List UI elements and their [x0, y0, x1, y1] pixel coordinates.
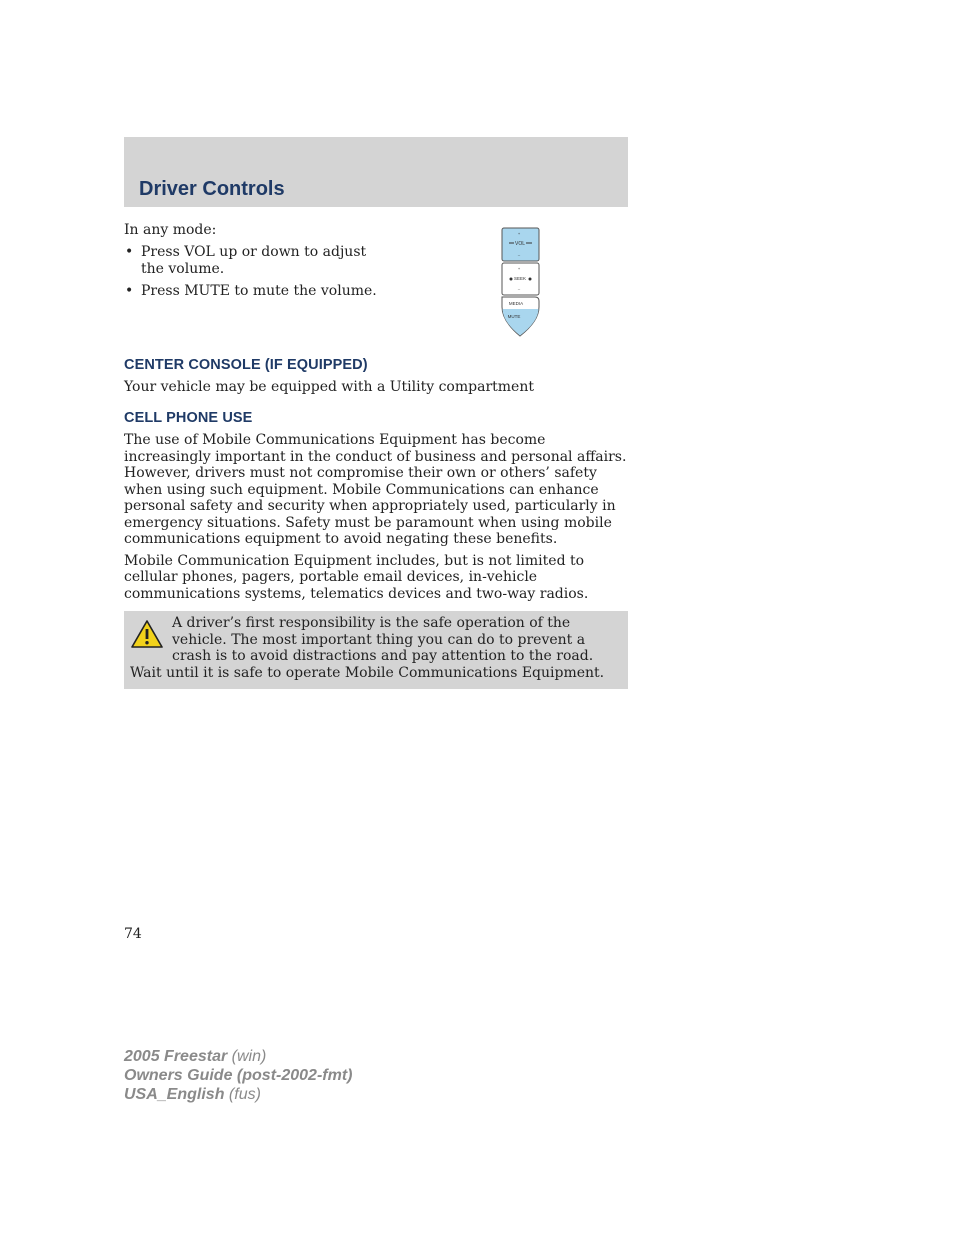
cell-phone-heading: CELL PHONE USE — [124, 410, 253, 426]
footer-language-code: (fus) — [224, 1086, 261, 1103]
cell-phone-paragraph: Mobile Communication Equipment includes, but is not limited to cellular phones, pagers, portable email devices, in-vehicle communications systems, telematics devices and two-way radios. — [124, 552, 589, 602]
footer-line-guide — [124, 1066, 352, 1085]
bullet-icon: • — [125, 244, 134, 260]
steering-wheel-audio-controls-illustration — [498, 225, 542, 339]
footer-guide-name: Owners Guide (post-2002-fmt) — [124, 1067, 353, 1084]
center-console-section — [124, 357, 628, 396]
center-console-heading: CENTER CONSOLE (IF EQUIPPED) — [124, 357, 368, 373]
mute-highlight — [503, 309, 539, 336]
vol-plus-symbol: + — [517, 231, 521, 236]
seek-minus-symbol: – — [517, 286, 521, 291]
intro-block — [124, 222, 484, 305]
seek-left-dot — [510, 278, 513, 281]
document-footer — [124, 1047, 352, 1104]
mute-label: MUTE — [507, 314, 521, 319]
list-item-text: Press MUTE to mute the volume. — [141, 283, 377, 299]
page-title: Driver Controls — [139, 178, 285, 200]
cell-phone-paragraph: The use of Mobile Communications Equipment has become increasingly important in the conduct of business and personal affairs. However, drivers must not compromise their own or others’ safety when using such equipment. Mobile Communications can enhance personal safety and security when appropriately used, particularly in emergency situations. Safety must be paramount when using mobile communications equipment to avoid negating these benefits. — [124, 432, 627, 547]
bullet-icon: • — [125, 283, 134, 299]
footer-line-language — [124, 1085, 352, 1104]
section-header-band — [124, 137, 628, 207]
footer-line-model — [124, 1047, 352, 1066]
warning-box — [124, 611, 628, 689]
list-item — [124, 283, 484, 300]
vol-minus-symbol: – — [517, 252, 521, 257]
footer-language-name: USA_English — [124, 1086, 225, 1103]
cell-phone-section — [124, 410, 628, 602]
list-item — [124, 244, 381, 278]
media-label: MEDIA — [508, 301, 524, 306]
warning-triangle-icon — [130, 619, 164, 649]
seek-label: SEEK — [513, 276, 527, 281]
list-item-text: Press VOL up or down to adjust the volume. — [141, 244, 367, 277]
center-console-text: Your vehicle may be equipped with a Utility compartment — [124, 379, 534, 395]
intro-lead: In any mode: — [124, 222, 217, 238]
page-number: 74 — [124, 926, 142, 942]
warning-text: A driver’s first responsibility is the safe operation of the vehicle. The most important thing you can do to prevent a crash is to avoid distractions and pay attention to the road. Wait until it is safe to operate Mobile Communications Equipment. — [130, 615, 605, 681]
footer-model-code: (win) — [227, 1048, 267, 1065]
intro-bullet-list — [124, 244, 484, 300]
seek-right-dot — [529, 278, 532, 281]
footer-model-name: 2005 Freestar — [124, 1048, 228, 1065]
vol-label: VOL — [514, 241, 526, 247]
seek-plus-symbol: + — [517, 266, 521, 271]
